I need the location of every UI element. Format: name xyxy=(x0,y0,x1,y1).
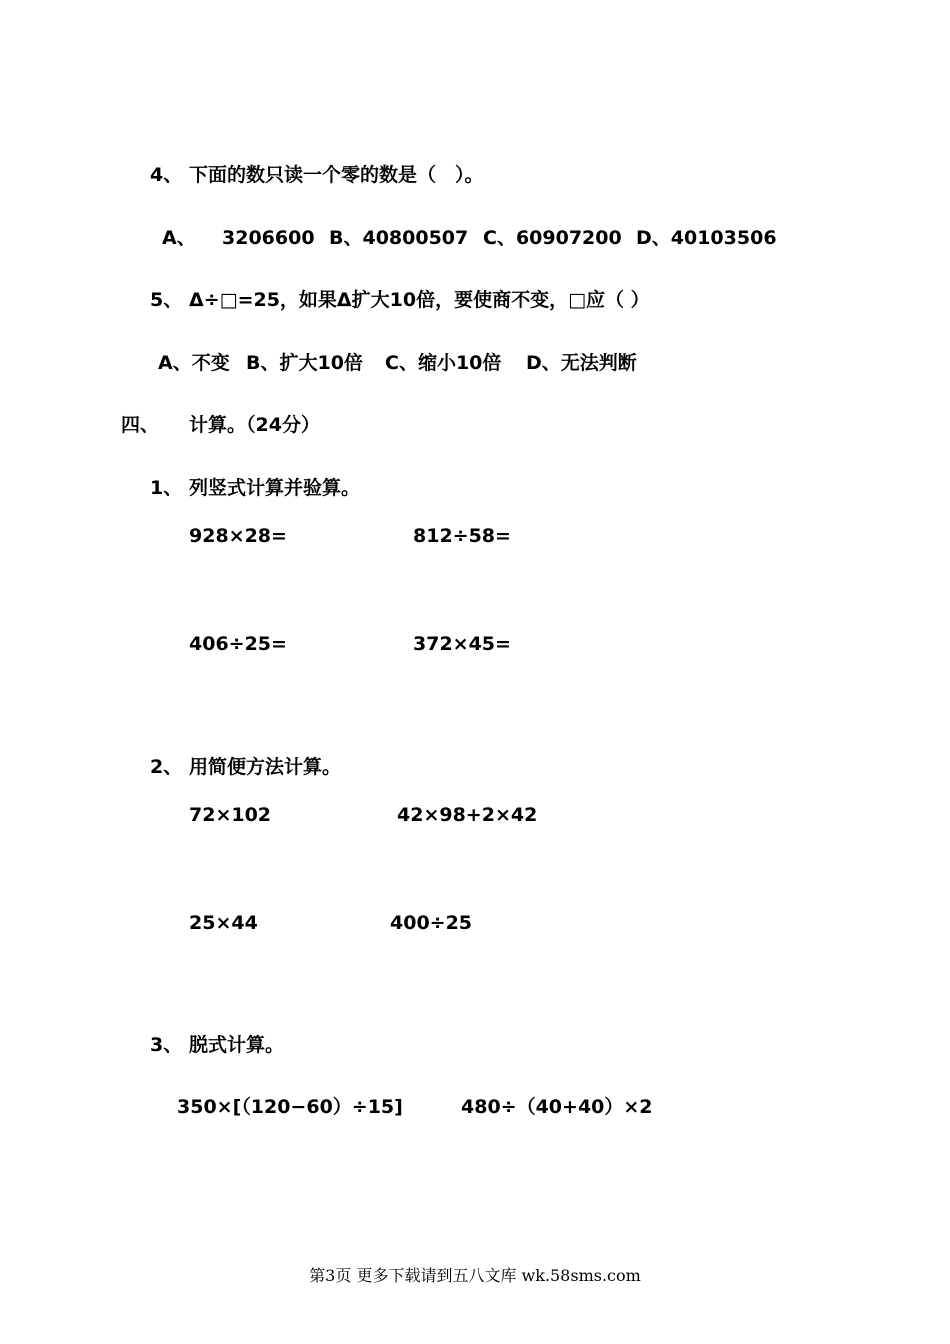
section-number: 四、 xyxy=(121,414,160,436)
sub1-expression-2: 812÷58= xyxy=(413,525,511,547)
sub1-number: 1、 xyxy=(150,477,183,499)
q4-option-a-value: 3206600 xyxy=(222,227,315,249)
q5-text: Δ÷□=25，如果Δ扩大10倍，要使商不变，□应（ ） xyxy=(189,289,650,311)
sub2-expression-1: 72×102 xyxy=(189,804,272,826)
q5-option-a: A、不变 xyxy=(158,352,230,374)
sub3-expression-1: 350×[（120−60）÷15] xyxy=(177,1096,403,1118)
q4-option-b: B、40800507 xyxy=(329,227,469,249)
q5-option-b: B、扩大10倍 xyxy=(246,352,363,374)
sub1-expression-1: 928×28= xyxy=(189,525,287,547)
sub1-expression-4: 372×45= xyxy=(413,633,511,655)
sub2-expression-3: 25×44 xyxy=(189,912,258,934)
sub2-expression-2: 42×98+2×42 xyxy=(397,804,538,826)
q4-option-c: C、60907200 xyxy=(483,227,622,249)
q4-number: 4、 xyxy=(150,164,183,186)
sub2-title: 用简便方法计算。 xyxy=(189,756,342,778)
sub3-number: 3、 xyxy=(150,1034,183,1056)
q5-number: 5、 xyxy=(150,289,183,311)
page-footer: 第3页 更多下载请到五八文库 wk.58sms.com xyxy=(309,1266,641,1285)
q4-text: 下面的数只读一个零的数是（ ）。 xyxy=(189,164,484,186)
sub2-number: 2、 xyxy=(150,756,183,778)
sub3-expression-2: 480÷（40+40）×2 xyxy=(461,1096,653,1118)
section-title: 计算。（24分） xyxy=(189,414,320,436)
sub1-expression-3: 406÷25= xyxy=(189,633,287,655)
sub2-expression-4: 400÷25 xyxy=(390,912,473,934)
q4-option-d: D、40103506 xyxy=(636,227,777,249)
q4-option-a-label: A、 xyxy=(162,227,196,249)
sub3-title: 脱式计算。 xyxy=(189,1034,285,1056)
q5-option-c: C、缩小10倍 xyxy=(385,352,502,374)
q5-option-d: D、无法判断 xyxy=(526,352,637,374)
sub1-title: 列竖式计算并验算。 xyxy=(189,477,361,499)
